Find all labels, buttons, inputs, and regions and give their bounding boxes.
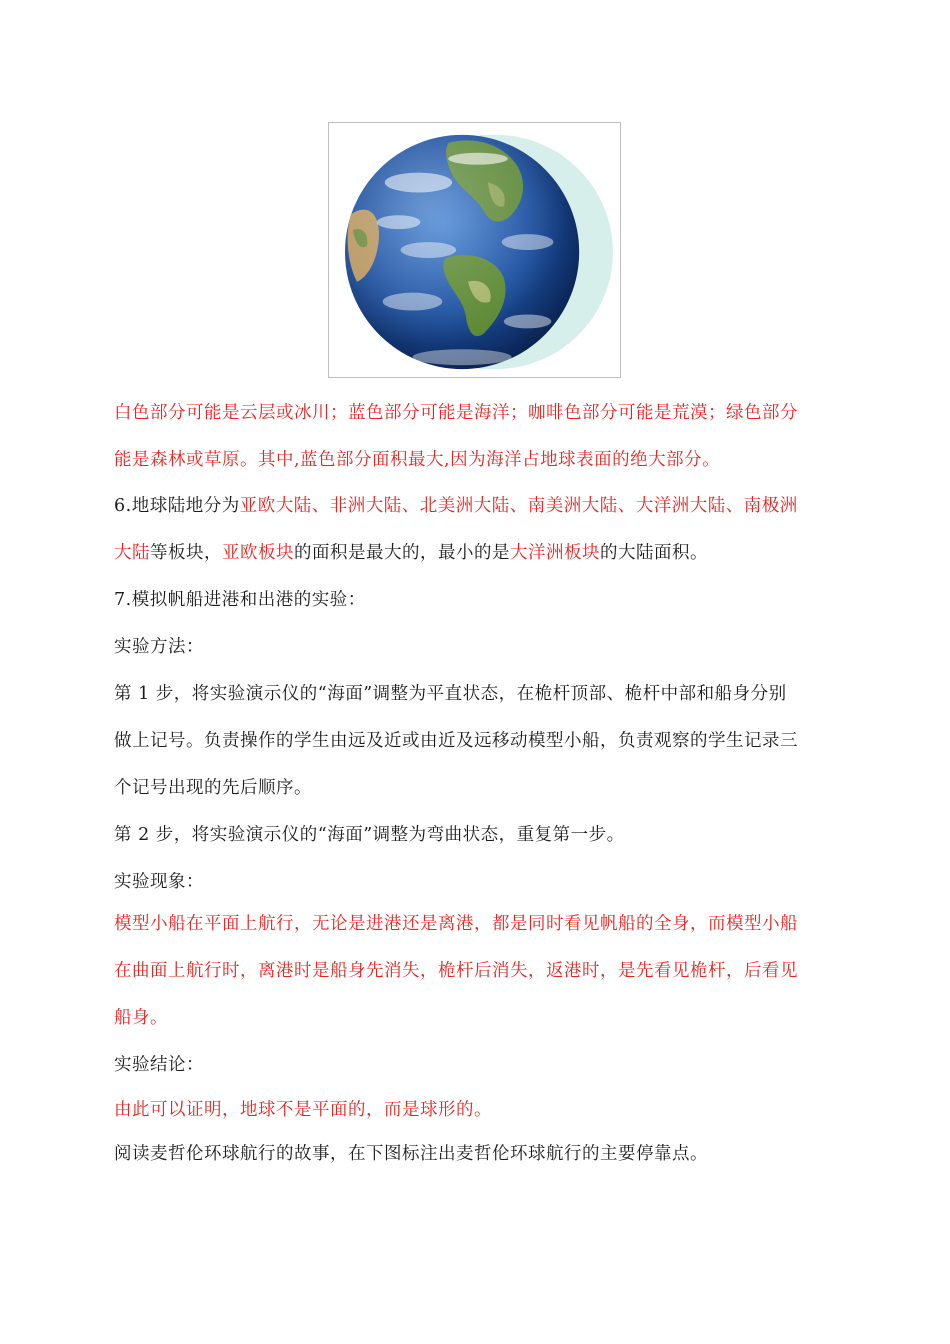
question-6-line-2 xyxy=(114,541,708,565)
step2-line: 第 2 步，将实验演示仪的“海面”调整为弯曲状态，重复第一步。 xyxy=(114,825,625,845)
method-label: 实验方法： xyxy=(114,637,204,657)
step1-line-1: 第 1 步，将实验演示仪的“海面”调整为平直状态，在桅杆顶部、桅杆中部和船身分别 xyxy=(114,684,787,704)
land-colors-answer-line-1: 白色部分可能是云层或冰川；蓝色部分可能是海洋；咖啡色部分可能是荒漠；绿色部分 xyxy=(114,403,798,423)
question-6-prefix: 6.地球陆地分为 xyxy=(114,496,240,516)
earth-figure xyxy=(328,122,621,378)
largest-plate-answer: 亚欧板块 xyxy=(222,543,294,563)
continents-answer: 亚欧大陆、非洲大陆、北美洲大陆、南美洲大陆、大洋洲大陆、南极洲 xyxy=(239,496,798,516)
smallest-plate-answer: 大洋洲板块 xyxy=(510,543,600,563)
earth-globe-image xyxy=(329,123,620,377)
magellan-prompt: 阅读麦哲伦环球航行的故事，在下图标注出麦哲伦环球航行的主要停靠点。 xyxy=(114,1144,708,1164)
question-6-mid2: 的面积是最大的，最小的是 xyxy=(294,543,510,563)
phenomenon-answer-line-1: 模型小船在平面上航行，无论是进港还是离港，都是同时看见帆船的全身，而模型小船 xyxy=(114,914,798,934)
phenomenon-answer-line-3: 船身。 xyxy=(114,1008,168,1028)
step1-line-2: 做上记号。负责操作的学生由远及近或由近及远移动模型小船，负责观察的学生记录三 xyxy=(114,731,798,751)
land-colors-answer-line-2: 能是森林或草原。其中,蓝色部分面积最大,因为海洋占地球表面的绝大部分。 xyxy=(114,450,721,470)
continents-answer-cont: 大陆 xyxy=(114,543,150,563)
conclusion-label: 实验结论： xyxy=(114,1055,204,1075)
phenomenon-label: 实验现象： xyxy=(114,872,204,892)
step1-line-3: 个记号出现的先后顺序。 xyxy=(114,778,312,798)
question-6-line-1 xyxy=(114,494,798,518)
question-7-title: 7.模拟帆船进港和出港的实验： xyxy=(114,590,366,610)
question-6-suffix: 的大陆面积。 xyxy=(600,543,708,563)
phenomenon-answer-line-2: 在曲面上航行时，离港时是船身先消失，桅杆后消失，返港时，是先看见桅杆，后看见 xyxy=(114,961,798,981)
question-6-mid1: 等板块， xyxy=(150,543,222,563)
conclusion-answer: 由此可以证明，地球不是平面的，而是球形的。 xyxy=(114,1100,492,1120)
